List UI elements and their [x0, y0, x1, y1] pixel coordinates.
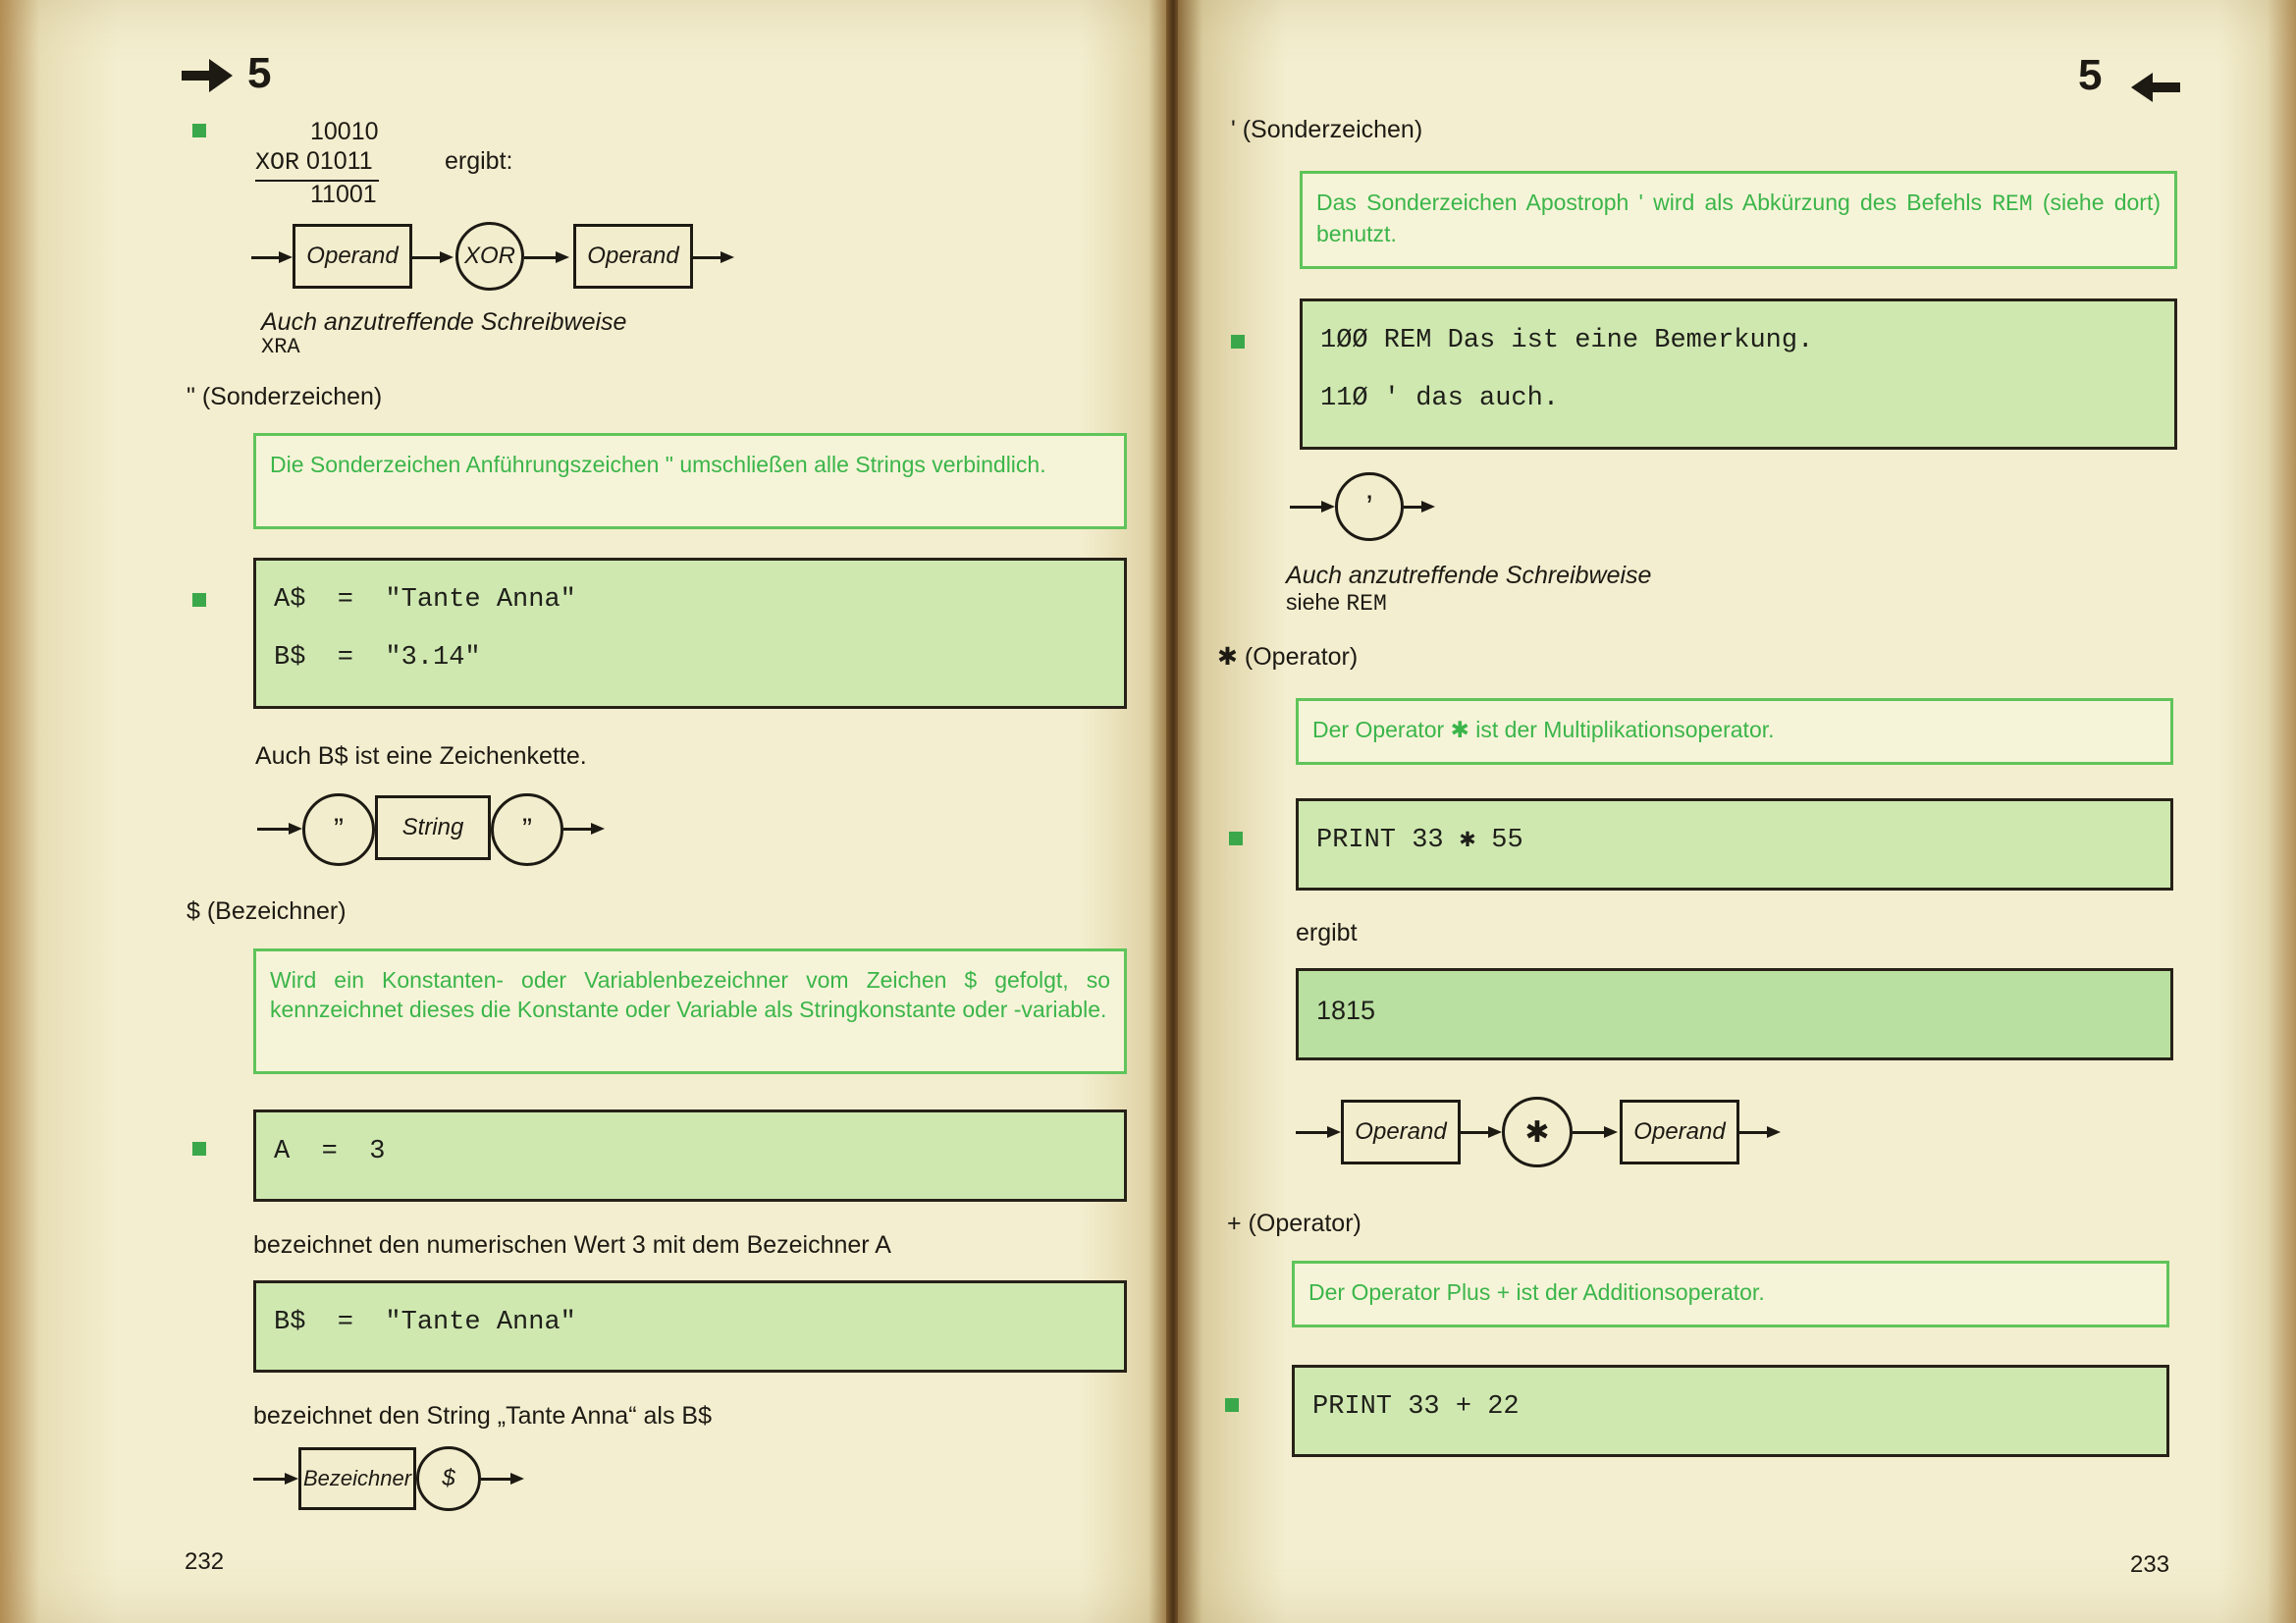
page-number: 232	[185, 1548, 225, 1575]
apos-alt-row	[1286, 589, 1387, 617]
apos-definition-pre: Das Sonderzeichen Apostroph ' wird als Abkürzung des Befehls	[1316, 189, 1983, 215]
bezeichner-box: Bezeichner	[298, 1447, 416, 1510]
xor-result-label: ergibt:	[445, 147, 513, 175]
flow-line	[257, 828, 291, 831]
example-bullet	[1231, 335, 1245, 349]
flow-line	[1573, 1131, 1606, 1134]
dollar-circle: $	[416, 1446, 481, 1511]
dollar-note-1: bezeichnet den numerischen Wert 3 mit dem Bezeichner A	[253, 1231, 891, 1259]
xor-operator-circle: XOR	[455, 222, 524, 291]
example-bullet	[192, 593, 206, 607]
operand-box-right: Operand	[573, 224, 693, 289]
code-line: B$ = "Tante Anna"	[274, 1308, 576, 1337]
multiply-operator-circle: ✱	[1502, 1097, 1573, 1167]
apos-definition-kw: REM	[1992, 191, 2033, 217]
flow-line	[1290, 506, 1323, 509]
dollar-code-box-2	[253, 1280, 1127, 1373]
mult-code-box	[1296, 798, 2173, 891]
flow-arrow	[556, 251, 569, 263]
example-bullet	[1229, 832, 1243, 845]
flow-arrow	[440, 251, 454, 263]
flow-arrow	[510, 1473, 524, 1485]
code-line: PRINT 33 ✱ 55	[1316, 826, 1523, 855]
apos-alt-value: REM	[1346, 591, 1387, 617]
quote-note: Auch B$ ist eine Zeichenkette.	[255, 742, 587, 770]
flow-line	[1404, 506, 1423, 509]
plus-heading: + (Operator)	[1227, 1210, 1362, 1237]
xor-alt-label: Auch anzutreffende Schreibweise	[261, 308, 627, 336]
flow-arrow	[279, 251, 293, 263]
flow-arrow	[721, 251, 734, 263]
quote-code-box	[253, 558, 1127, 709]
page-number: 233	[2130, 1551, 2170, 1578]
plus-code-box	[1292, 1365, 2169, 1457]
apos-heading: ' (Sonderzeichen)	[1231, 116, 1423, 143]
right-page	[1178, 0, 2296, 1623]
flow-line	[1739, 1131, 1769, 1134]
flow-arrow	[1321, 501, 1335, 513]
result-line: 1815	[1316, 996, 1376, 1025]
mult-result-label: ergibt	[1296, 919, 1358, 947]
xor-line1: 10010	[310, 118, 379, 145]
xor-result: 11001	[310, 181, 377, 208]
operand-box-right: Operand	[1620, 1100, 1739, 1164]
flow-line	[1461, 1131, 1490, 1134]
xor-line2: 01011	[305, 147, 373, 175]
xor-alt-value: XRA	[261, 335, 300, 359]
flow-line	[563, 828, 593, 831]
arrow-right-icon	[182, 59, 233, 92]
chapter-number: 5	[247, 49, 272, 97]
code-line: PRINT 33 + 22	[1312, 1392, 1520, 1422]
xor-op: XOR	[255, 148, 300, 177]
mult-result-box	[1296, 968, 2173, 1060]
quote-definition-box: Die Sonderzeichen Anführungszeichen " umschließen alle Strings verbindlich.	[253, 433, 1127, 529]
example-bullet	[192, 1142, 206, 1156]
operand-box-left: Operand	[293, 224, 412, 289]
mult-definition-box: Der Operator ✱ ist der Multiplikationsoperator.	[1296, 698, 2173, 765]
close-quote-circle: ”	[491, 793, 563, 866]
code-line: B$ = "3.14"	[274, 643, 481, 673]
flow-arrow	[289, 823, 302, 835]
flow-arrow	[1767, 1126, 1781, 1138]
flow-line	[524, 256, 558, 259]
apos-definition-box	[1300, 171, 2177, 269]
example-bullet	[1225, 1398, 1239, 1412]
plus-definition-box: Der Operator Plus + ist der Additionsoperator.	[1292, 1261, 2169, 1327]
apos-alt-prefix: siehe	[1286, 589, 1340, 615]
code-line: A = 3	[274, 1137, 386, 1166]
flow-line	[481, 1478, 512, 1481]
flow-arrow	[1488, 1126, 1502, 1138]
code-line: 11Ø ' das auch.	[1320, 384, 1560, 413]
flow-line	[253, 1478, 287, 1481]
xor-line2-row	[255, 147, 373, 177]
flow-arrow	[1327, 1126, 1341, 1138]
example-bullet	[192, 124, 206, 137]
string-box: String	[375, 795, 491, 860]
flow-arrow	[285, 1473, 298, 1485]
code-line: 1ØØ REM Das ist eine Bemerkung.	[1320, 326, 1814, 355]
flow-arrow	[1421, 501, 1435, 513]
apostrophe-circle: ’	[1335, 472, 1404, 541]
arrow-left-icon	[2131, 73, 2180, 102]
dollar-note-2: bezeichnet den String „Tante Anna“ als B$	[253, 1402, 712, 1430]
mult-heading: ✱ (Operator)	[1217, 643, 1359, 671]
flow-line	[412, 256, 442, 259]
chapter-number: 5	[2078, 51, 2103, 99]
flow-line	[693, 256, 722, 259]
dollar-definition-box: Wird ein Konstanten- oder Variablenbezeichner vom Zeichen $ gefolgt, so kennzeichnet dieses die Konstante oder Variable als Stringkonstante oder -variable.	[253, 948, 1127, 1074]
flow-line	[251, 256, 281, 259]
apos-definition-post: (siehe dort) benutzt.	[1316, 189, 2162, 246]
apos-alt-label: Auch anzutreffende Schreibweise	[1286, 562, 1652, 589]
dollar-heading: $ (Bezeichner)	[187, 897, 347, 925]
flow-arrow	[591, 823, 605, 835]
operand-box-left: Operand	[1341, 1100, 1461, 1164]
code-line: A$ = "Tante Anna"	[274, 585, 576, 615]
dollar-code-box-1	[253, 1109, 1127, 1202]
open-quote-circle: ”	[302, 793, 375, 866]
flow-arrow	[1604, 1126, 1618, 1138]
apos-code-box	[1300, 298, 2177, 450]
quote-heading: " (Sonderzeichen)	[187, 383, 383, 410]
flow-line	[1296, 1131, 1329, 1134]
